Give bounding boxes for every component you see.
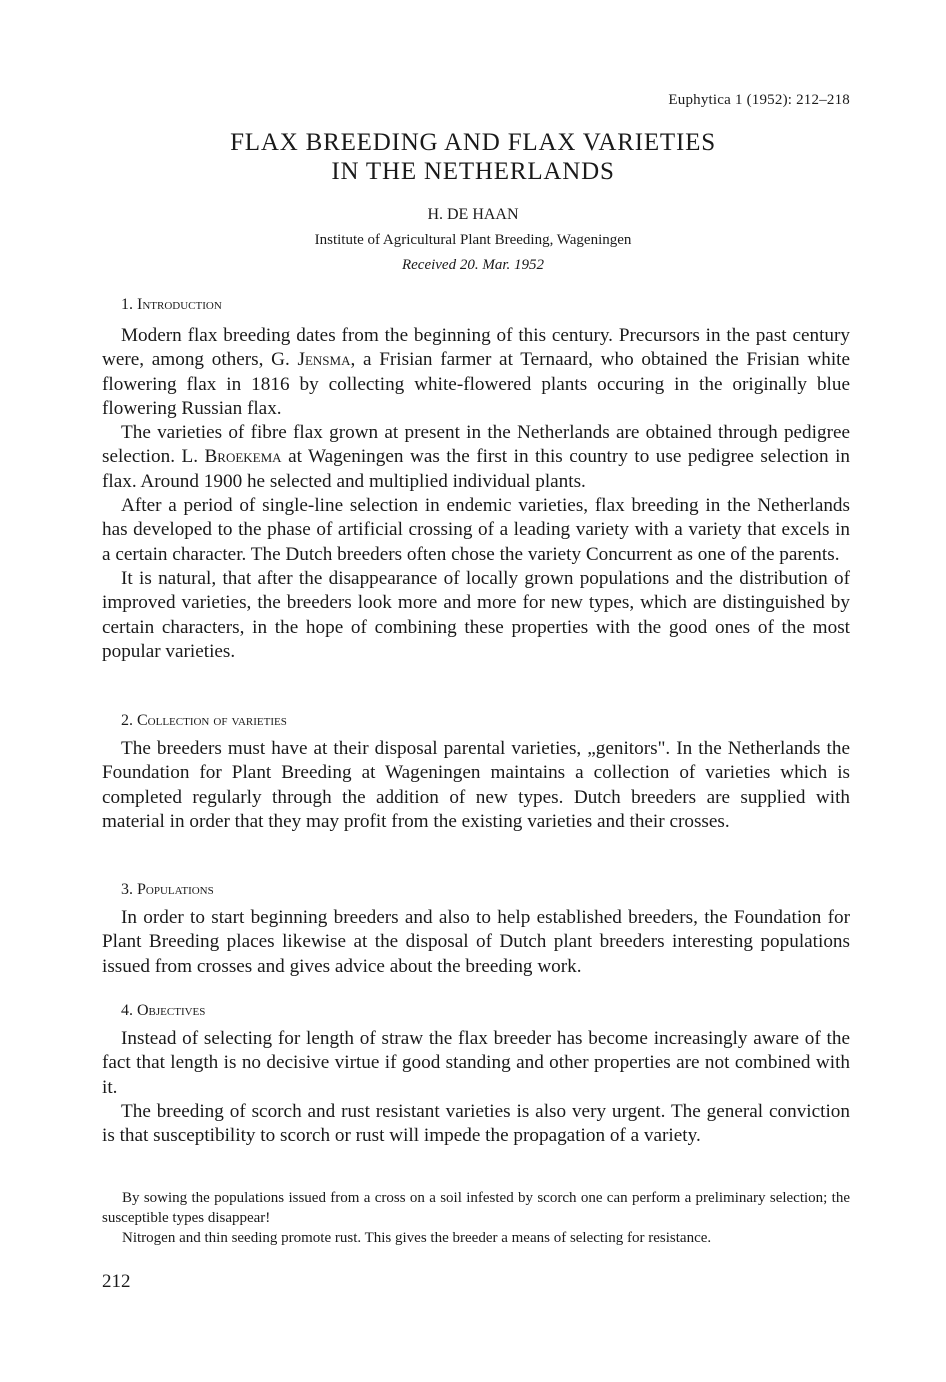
article-title bbox=[0, 128, 946, 186]
received-date: Received 20. Mar. 1952 bbox=[401, 257, 545, 273]
person-name: Broekema bbox=[204, 446, 282, 468]
person-name: Jensma bbox=[297, 349, 351, 371]
paragraph: The breeding of scorch and rust resistant varieties is also very urgent. The general conviction is that susceptibility to scorch or rust will impede the propagation of a variety. bbox=[102, 1100, 850, 1147]
section-heading-introduction: 1. Introduction bbox=[121, 296, 222, 313]
small-print-paragraph: Nitrogen and thin seeding promote rust. This gives the breeder a means of selecting for resistance. bbox=[122, 1230, 712, 1246]
section-body-collection bbox=[102, 737, 850, 834]
journal-reference: Euphytica 1 (1952): 212–218 bbox=[668, 92, 850, 108]
section-body-populations bbox=[102, 906, 850, 979]
author-name: H. DE HAAN bbox=[427, 206, 519, 223]
paragraph: It is natural, that after the disappearance of locally grown populations and the distribution of improved varieties, the breeders look more and more for new types, which are distinguished by certain characters, in the hope of combining these properties with the good ones of the most popular varieties. bbox=[102, 567, 850, 662]
section-heading-populations: 3. Populations bbox=[121, 881, 214, 898]
paragraph: The varieties of fibre flax grown at present in the Netherlands are obtained through pedigree selection. L. Broekema at Wageningen was the first in this country to use pedigree selection in flax. Around 1900 he selected and multiplied individual plants. bbox=[102, 422, 850, 492]
paragraph: The breeders must have at their disposal parental varieties, „genitors". In the Netherlands the Foundation for Plant Breeding at Wageningen maintains a collection of varieties which is completed regularly through the addition of new types. Dutch breeders are supplied with material in order that they may profit from the existing varieties and their crosses. bbox=[102, 738, 850, 832]
paragraph: Instead of selecting for length of straw the flax breeder has become increasingly aware of the fact that length is no decisive virtue if good standing and other properties are not combined with it. bbox=[102, 1028, 850, 1098]
paragraph: After a period of single-line selection in endemic varieties, flax breeding in the Netherlands has developed to the phase of artificial crossing of a leading variety with a variety that excels in a certain character. The Dutch breeders often chose the variety Concurrent as one of the parents. bbox=[102, 495, 850, 565]
small-print-paragraph: By sowing the populations issued from a cross on a soil infested by scorch one can perform a preliminary selection; the susceptible types disappear! bbox=[102, 1190, 850, 1226]
section-heading-objectives: 4. Objectives bbox=[121, 1002, 206, 1019]
page-number: 212 bbox=[102, 1271, 131, 1292]
title-line-1: FLAX BREEDING AND FLAX VARIETIES bbox=[230, 129, 716, 156]
small-print-notes bbox=[102, 1188, 850, 1248]
section-heading-collection: 2. Collection of varieties bbox=[121, 712, 287, 729]
title-line-2: IN THE NETHERLANDS bbox=[331, 158, 615, 185]
paragraph: In order to start beginning breeders and also to help established breeders, the Foundation for Plant Breeding places likewise at the disposal of Dutch plant breeders interesting populations issued from crosses and gives advice about the breeding work. bbox=[102, 907, 850, 977]
paragraph: Modern flax breeding dates from the beginning of this century. Precursors in the past century were, among others, G. Jensma, a Frisian farmer at Ternaard, who obtained the Frisian white flowering flax in 1816 by collecting white-flowered plants occuring in the originally blue flowering Russian flax. bbox=[102, 325, 850, 419]
author-affiliation: Institute of Agricultural Plant Breeding, Wageningen bbox=[314, 232, 632, 248]
section-body-objectives bbox=[102, 1027, 850, 1148]
section-body-introduction bbox=[102, 324, 850, 664]
